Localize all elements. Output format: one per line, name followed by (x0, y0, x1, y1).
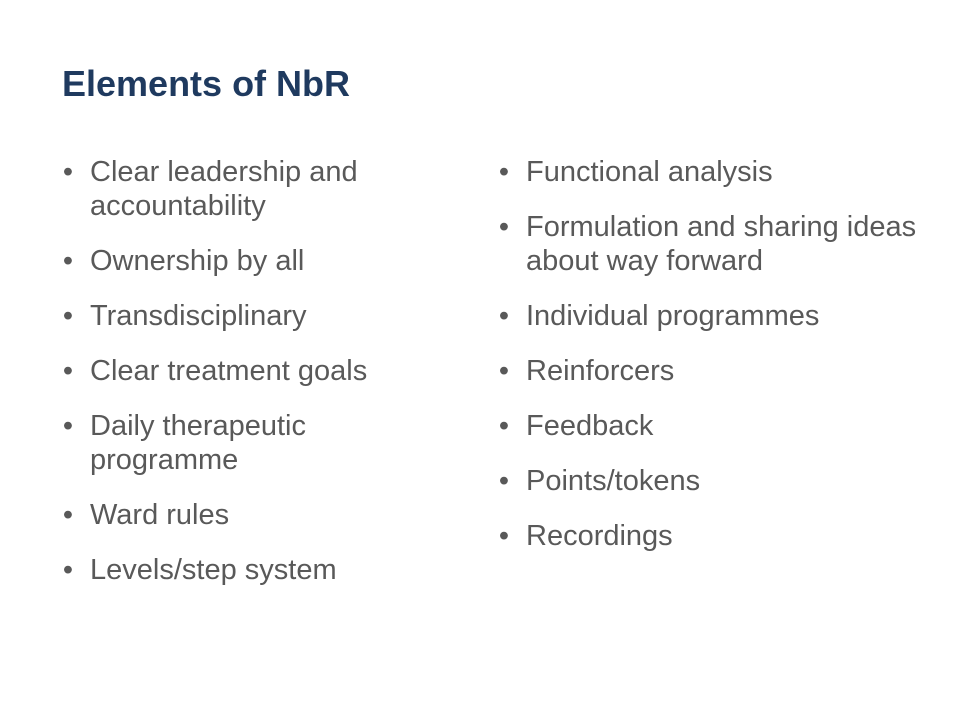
bullet-text: Functional analysis (526, 156, 773, 188)
bullet-text: Feedback (526, 410, 654, 442)
bullet-icon: • (62, 156, 74, 188)
bullet-icon: • (498, 520, 510, 552)
bullet-text: Daily therapeutic programme (90, 410, 306, 476)
left-bullet-list (58, 155, 458, 608)
bullet-item (494, 519, 934, 553)
bullet-icon: • (62, 554, 74, 586)
bullet-icon: • (498, 465, 510, 497)
bullet-item (494, 354, 934, 388)
bullet-text: Individual programmes (526, 300, 820, 332)
bullet-text: Recordings (526, 520, 673, 552)
bullet-item (494, 210, 934, 278)
bullet-icon: • (498, 211, 510, 243)
bullet-icon: • (62, 300, 74, 332)
bullet-item (58, 498, 458, 532)
bullet-item (494, 409, 934, 443)
bullet-item (494, 155, 934, 189)
bullet-icon: • (498, 156, 510, 188)
bullet-text: Points/tokens (526, 465, 701, 497)
bullet-item (58, 553, 458, 587)
bullet-icon: • (62, 499, 74, 531)
bullet-item (58, 244, 458, 278)
bullet-item (494, 299, 934, 333)
bullet-text: Levels/step system (90, 554, 337, 586)
bullet-item (494, 464, 934, 498)
bullet-text: Ownership by all (90, 245, 305, 277)
bullet-item (58, 155, 458, 223)
bullet-icon: • (62, 245, 74, 277)
bullet-icon: • (62, 355, 74, 387)
bullet-icon: • (62, 410, 74, 442)
right-bullet-list (494, 155, 934, 574)
bullet-item (58, 299, 458, 333)
bullet-text: Ward rules (90, 499, 230, 531)
bullet-text: Reinforcers (526, 355, 675, 387)
bullet-icon: • (498, 410, 510, 442)
bullet-item (58, 409, 458, 477)
bullet-icon: • (498, 300, 510, 332)
bullet-text: Formulation and sharing ideas about way forward (526, 211, 917, 277)
bullet-item (58, 354, 458, 388)
bullet-text: Clear treatment goals (90, 355, 368, 387)
bullet-text: Transdisciplinary (90, 300, 307, 332)
bullet-text: Clear leadership and accountability (90, 156, 358, 222)
slide-title: Elements of NbR (62, 63, 351, 104)
bullet-icon: • (498, 355, 510, 387)
